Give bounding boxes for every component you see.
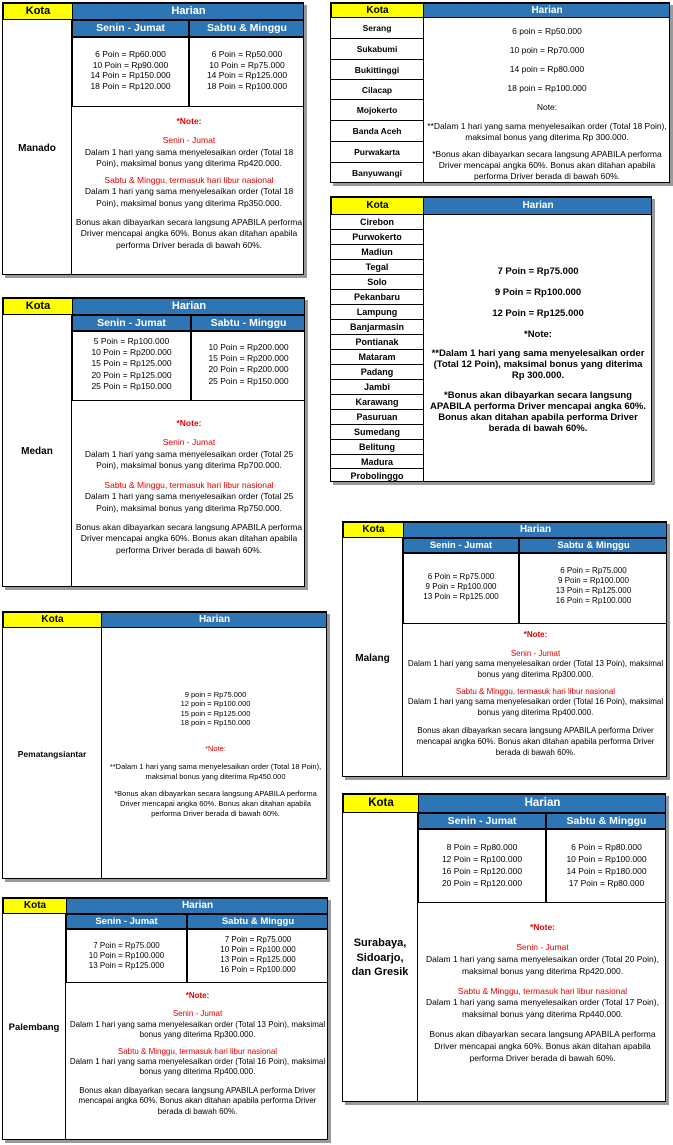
weekday-rates: 5 Poin = Rp100.000 10 Poin = Rp200.000 15 Poin = Rp125.000 20 Poin = Rp125.000 25 Poin = Rp150.000 [91, 336, 172, 391]
header-senin-jumat: Senin - Jumat [72, 20, 189, 37]
note-block [75, 116, 303, 251]
weekend-title: Sabtu & Minggu, termasuk hari libur nasional [104, 175, 274, 186]
header-kota: Kota [343, 522, 404, 538]
weekend-note: Dalam 1 hari yang sama menyelesaikan order (Total 25 Poin), maksimal bonus yang diterima Rp750.000. [84, 491, 294, 513]
header-harian: Harian [101, 612, 327, 628]
weekday-note: Dalam 1 hari yang sama menyelesaikan order (Total 20 Poin), maksimal bonus yang diterima Rp420.000. [426, 953, 659, 976]
city-item: Lampung [331, 305, 423, 320]
card-cirebon-group [330, 196, 652, 482]
header-harian: Harian [72, 298, 305, 315]
city-item: Madura [331, 455, 423, 469]
bonus-note: Bonus akan dibayarkan secara langsung APABILA performa Driver mencapai angka 60%. Bonus akan ditahan apabila performa Driver berada di bawah 60%. [429, 1029, 656, 1064]
city-list [331, 215, 424, 482]
header-kota: Kota [3, 3, 73, 20]
city-item: Serang [331, 18, 423, 39]
city-item: Bukittinggi [331, 60, 423, 80]
city-item: Belitung [331, 440, 423, 455]
header-kota: Kota [343, 794, 419, 813]
city-item: Banda Aceh [331, 121, 423, 142]
city-item: Karawang [331, 395, 423, 410]
header-senin-jumat: Senin - Jumat [403, 538, 519, 553]
card-surabaya [342, 793, 666, 1102]
city-label: Pematangsiantar [3, 628, 102, 879]
weekday-note: Dalam 1 hari yang sama menyelesaikan order (Total 13 Poin), maksimal bonus yang diterima Rp300.000. [407, 659, 664, 679]
weekend-note: Dalam 1 hari yang sama menyelesaikan order (Total 16 Poin), maksimal bonus yang diterima Rp400.000. [407, 697, 664, 717]
weekend-title: Sabtu & Minggu, termasuk hari libur nasional [104, 480, 274, 491]
note-block [421, 922, 664, 1065]
city-item: Madiun [331, 245, 423, 260]
header-kota: Kota [3, 298, 73, 315]
card-palembang [2, 897, 328, 1140]
city-item: Banyuwangi [351, 168, 403, 178]
card-serang-group [330, 2, 670, 183]
bonus-note: Bonus akan dibayarkan secara langsung APABILA performa Driver mencapai angka 60%. Bonus akan ditahan apabila performa Driver berada di bawah 60%. [75, 522, 303, 555]
city-item: Padang [331, 365, 423, 380]
weekday-title: Senin - Jumat [172, 1009, 223, 1019]
rates-block: 9 poin = Rp75.000 12 poin = Rp100.000 15 poin = Rp125.000 18 poin = Rp150.000 [180, 690, 251, 728]
bonus-note: Bonus akan dibayarkan secara langsung APABILA performa Driver mencapai angka 60%. Bonus akan ditahan apabila performa Driver berada di bawah 60%. [416, 726, 655, 757]
city-item: Mojokerto [331, 100, 423, 121]
weekend-rates: 7 Poin = Rp75.000 10 Poin = Rp100.000 13 Poin = Rp125.000 16 Poin = Rp100.000 [220, 935, 296, 974]
header-sabtu-minggu: Sabtu & Minggu [187, 914, 328, 929]
weekday-title: Senin - Jumat [516, 941, 569, 952]
note-title: *Note: [205, 744, 226, 753]
note-title: *Note: [523, 630, 548, 639]
weekday-note: Dalam 1 hari yang sama menyelesaikan order (Total 25 Poin), maksimal bonus yang diterima Rp700.000. [84, 448, 294, 470]
header-kota: Kota [331, 3, 424, 18]
city-item: Jambi [331, 380, 423, 395]
weekend-rates: 6 Poin = Rp50.000 10 Poin = Rp75.000 14 Poin = Rp125.000 18 Poin = Rp100.000 [206, 49, 288, 91]
city-item: Probolinggo [350, 471, 404, 481]
city-item: Solo [331, 275, 423, 290]
header-harian: Harian [423, 197, 652, 215]
weekday-title: Senin - Jumat [510, 648, 561, 658]
city-item: Pontianak [331, 335, 423, 350]
city-item: Pasuruan [331, 410, 423, 425]
weekday-rates: 7 Poin = Rp75.000 10 Poin = Rp100.000 13 Poin = Rp125.000 [88, 941, 165, 970]
city-label: Manado [3, 20, 72, 275]
header-harian: Harian [423, 3, 670, 18]
card-manado [2, 2, 304, 275]
city-label: Surabaya, Sidoarjo, dan Gresik [343, 813, 418, 1102]
weekday-note: Dalam 1 hari yang sama menyelesaikan order (Total 13 Poin), maksimal bonus yang diterima Rp300.000. [69, 1019, 326, 1040]
header-sabtu-minggu: Sabtu & Minggu [546, 813, 666, 829]
header-kota: Kota [3, 898, 67, 914]
city-item: Purwakarta [331, 142, 423, 163]
note-title: *Note: [176, 116, 202, 126]
header-kota: Kota [331, 197, 424, 215]
header-sabtu-minggu: Sabtu & Minggu [519, 538, 667, 553]
weekend-title: Sabtu & Minggu, termasuk hari libur nasional [455, 686, 616, 696]
weekday-title: Senin - Jumat [162, 437, 216, 448]
weekend-rates: 6 Poin = Rp75.000 9 Poin = Rp100.000 13 Poin = Rp125.000 16 Poin = Rp100.000 [555, 566, 632, 605]
city-item: Sumedang [331, 425, 423, 440]
weekday-title: Senin - Jumat [162, 135, 216, 146]
city-label: Malang [343, 538, 403, 777]
header-senin-jumat: Senin - Jumat [418, 813, 546, 829]
header-harian: Harian [418, 794, 666, 813]
city-item: Pekanbaru [331, 290, 423, 305]
header-harian: Harian [66, 898, 328, 914]
bonus-note: Bonus akan dibayarkan secara langsung APABILA performa Driver mencapai angka 60%. Bonus akan ditahan apabila performa Driver berada di bawah 60%. [78, 1085, 317, 1116]
card-malang [342, 521, 667, 777]
city-item: Mataram [331, 350, 423, 365]
note-block [69, 991, 326, 1117]
weekend-title: Sabtu & Minggu, termasuk hari libur nasional [117, 1046, 278, 1056]
header-sabtu-minggu: Sabtu & Minggu [189, 20, 304, 37]
weekend-rates: 10 Poin = Rp200.000 15 Poin = Rp200.000 20 Poin = Rp200.000 25 Poin = Rp150.000 [208, 342, 289, 386]
weekday-rates: 6 Poin = Rp75.000 9 Poin = Rp100.000 13 Poin = Rp125.000 [423, 572, 499, 601]
city-item: Cirebon [331, 215, 423, 230]
weekend-note: Dalam 1 hari yang sama menyelesaikan order (Total 18 Poin), maksimal bonus yang diterima Rp350.000. [84, 186, 294, 208]
weekend-note: Dalam 1 hari yang sama menyelesaikan order (Total 16 Poin), maksimal bonus yang diterima Rp400.000. [69, 1056, 326, 1077]
rates-block: 7 Poin = Rp75.000 9 Poin = Rp100.000 12 Poin = Rp125.000 *Note: [427, 261, 649, 345]
header-senin-jumat: Senin - Jumat [72, 315, 191, 331]
weekend-title: Sabtu & Minggu, termasuk hari libur nasional [457, 985, 628, 996]
city-item: Cilacap [331, 80, 423, 100]
city-list [331, 18, 424, 183]
city-item: Tegal [331, 260, 423, 275]
note-block: **Dalam 1 hari yang sama menyelesaikan order (Total 12 Poin), maksimal bonus yang diterima Rp 300.000. *Bonus akan dibayarkan secara langsung APABILA performa Driver mencapai angka 60%. Bonus akan ditahan apabila performa Driver berada di bawah 60%. [430, 348, 646, 434]
header-harian: Harian [72, 3, 304, 20]
note-block: *Note: **Dalam 1 hari yang sama menyelesaikan order (Total 18 Poin), maksimal bonus yang diterima Rp450.000 *Bonus akan dibayarkan secara langsung APABILA performa Driver mencapai angka 60%. Bonus akan ditahan apabila performa Driver berada di bawah 60%. [107, 744, 324, 819]
bonus-note: Bonus akan dibayarkan secara langsung APABILA performa Driver mencapai angka 60%. Bonus akan ditahan apabila performa Driver berada di bawah 60%. [75, 217, 303, 250]
note-block [75, 418, 303, 556]
weekday-rates: 8 Poin = Rp80.000 12 Poin = Rp100.000 16 Poin = Rp120.000 20 Poin = Rp120.000 [441, 842, 523, 888]
card-pematangsiantar [2, 611, 327, 879]
city-item: Purwokerto [331, 230, 423, 245]
rates-block: 6 poin = Rp50.000 10 poin = Rp70.000 14 poin = Rp80.000 18 poin = Rp100.000 Note: [427, 22, 667, 117]
city-item: Sukabumi [331, 39, 423, 60]
header-harian: Harian [403, 522, 667, 538]
city-item: Banjarmasin [331, 320, 423, 335]
header-kota: Kota [3, 612, 102, 628]
card-medan [2, 297, 305, 587]
header-senin-jumat: Senin - Jumat [66, 914, 187, 929]
weekday-note: Dalam 1 hari yang sama menyelesaikan order (Total 18 Poin), maksimal bonus yang diterima Rp420.000. [84, 146, 294, 168]
weekend-rates: 6 Poin = Rp80.000 10 Poin = Rp100.000 14 Poin = Rp180.000 17 Poin = Rp80.000 [566, 842, 647, 888]
note-title: Note: [536, 102, 558, 112]
note-block [406, 630, 665, 758]
note-title: *Note: [185, 991, 210, 1000]
city-label: Medan [3, 315, 72, 587]
note-block: **Dalam 1 hari yang sama menyelesaikan order (Total 18 Poin), maksimal bonus yang diterima Rp 300.000. *Bonus akan dibayarkan secara langsung APABILA performa Driver mencapai angka 60%. Bonus akan ditahan apabila performa Driver berada di bawah 60%. [427, 121, 667, 181]
city-label: Palembang [3, 914, 66, 1140]
weekday-rates: 6 Poin = Rp60.000 10 Poin = Rp90.000 14 Poin = Rp150.000 18 Poin = Rp120.000 [90, 49, 171, 91]
note-title: *Note: [524, 329, 552, 340]
header-sabtu-minggu: Sabtu - Minggu [191, 315, 305, 331]
note-title: *Note: [176, 418, 202, 428]
note-title: *Note: [529, 922, 556, 932]
weekend-note: Dalam 1 hari yang sama menyelesaikan order (Total 17 Poin), maksimal bonus yang diterima Rp440.000. [426, 997, 659, 1020]
